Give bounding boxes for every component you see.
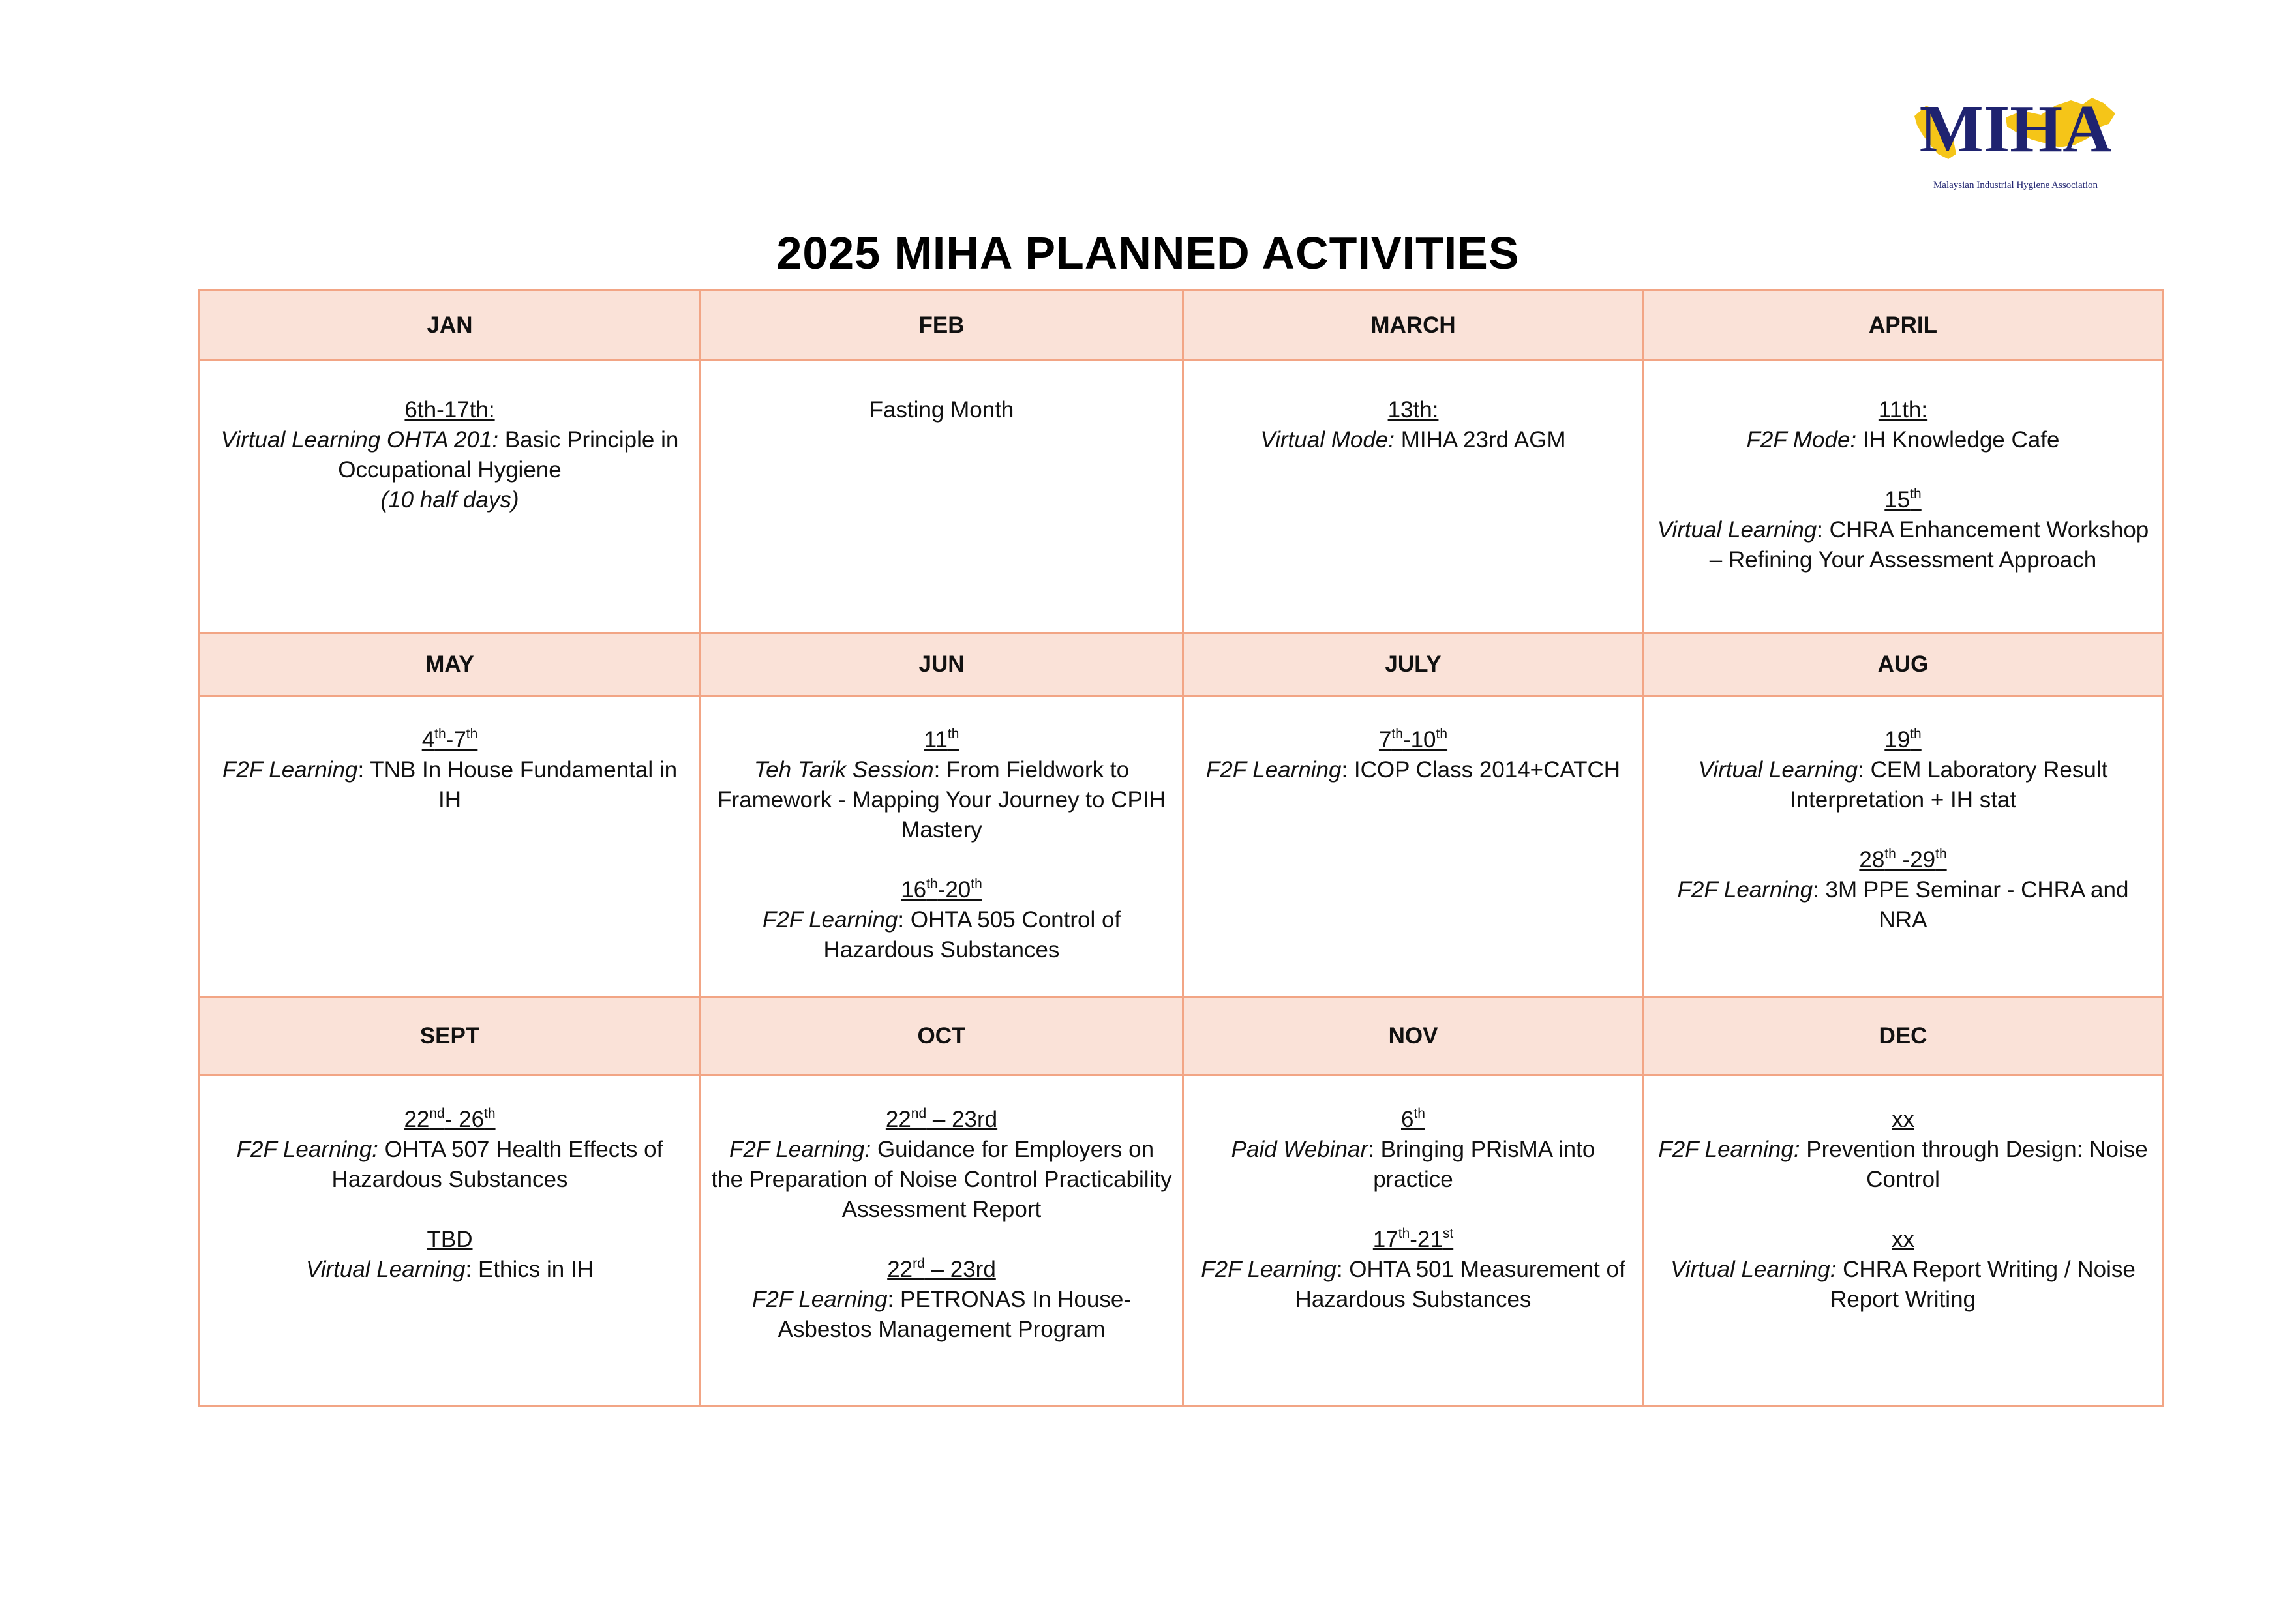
activity-title: OHTA 507 Health Effects of Hazardous Substances <box>331 1137 663 1192</box>
date-ordinal-suffix: th <box>434 727 446 742</box>
activity-entry <box>710 875 1173 965</box>
date-ordinal-suffix: nd <box>911 1106 927 1121</box>
activity-title: : ICOP Class 2014+CATCH <box>1341 757 1621 783</box>
date-text: -7 <box>446 727 466 753</box>
date-text: 16 <box>901 877 927 903</box>
activity-title: : PETRONAS In House- Asbestos Management Program <box>778 1287 1131 1342</box>
activity-title: : 3M PPE Seminar - CHRA and NRA <box>1813 877 2129 933</box>
activity-title: : CHRA Enhancement Workshop – Refining Your Assessment Approach <box>1709 517 2149 573</box>
month-header-row <box>200 997 2163 1075</box>
date-ordinal-suffix: th <box>1910 487 1922 502</box>
activity-entry <box>1654 1105 2152 1195</box>
date-ordinal-suffix: th <box>1436 727 1448 742</box>
activity-mode: F2F Mode: <box>1746 427 1857 453</box>
activity-mode: Virtual Learning <box>1698 757 1858 783</box>
date-text: 11 <box>924 727 948 753</box>
month-header-row <box>200 290 2163 361</box>
activity-mode: Virtual Mode: <box>1260 427 1395 453</box>
month-content-row <box>200 1075 2163 1407</box>
date-text: 22 <box>887 1257 913 1282</box>
activity-title: : OHTA 505 Control of Hazardous Substances <box>823 907 1121 963</box>
activity-date <box>1193 1105 1633 1135</box>
activity-date <box>209 395 690 425</box>
date-ordinal-suffix: th <box>971 876 982 891</box>
activity-title: : From Fieldwork to Framework - Mapping Your Journey to CPIH Mastery <box>718 757 1166 843</box>
date-text: – 23rd <box>926 1107 998 1132</box>
month-cell-jan <box>200 361 701 633</box>
activity-description <box>710 1135 1173 1225</box>
activity-entry <box>209 395 690 515</box>
activity-description <box>710 755 1173 845</box>
date-ordinal-suffix: rd <box>913 1256 925 1271</box>
date-text: -29 <box>1896 847 1936 873</box>
activity-date <box>710 725 1173 755</box>
date-ordinal-suffix: th <box>1935 846 1947 861</box>
date-text: 22 <box>404 1107 430 1132</box>
month-cell-march <box>1183 361 1644 633</box>
activity-mode: Virtual Learning <box>306 1257 466 1282</box>
date-ordinal-suffix: th <box>1398 1226 1410 1241</box>
date-text: -21 <box>1410 1227 1443 1252</box>
month-header-aug: AUG <box>1644 633 2163 696</box>
date-text: 7 <box>1378 727 1392 753</box>
activity-date <box>1654 1225 2152 1255</box>
date-text: 28 <box>1859 847 1885 873</box>
activity-entry <box>710 395 1173 425</box>
month-cell-sept <box>200 1075 701 1407</box>
date-ordinal-suffix: th <box>466 727 478 742</box>
date-ordinal-suffix: th <box>1413 1106 1425 1121</box>
activity-date <box>1654 395 2152 425</box>
date-ordinal-suffix: th <box>1910 727 1922 742</box>
date-ordinal-suffix: st <box>1442 1226 1454 1241</box>
month-cell-aug <box>1644 696 2163 997</box>
activity-description <box>209 1255 690 1285</box>
month-header-sept: SEPT <box>200 997 701 1075</box>
activity-mode: F2F Learning: <box>729 1137 871 1162</box>
activity-mode: Paid Webinar <box>1231 1137 1368 1162</box>
activity-description <box>1654 425 2152 455</box>
activity-description <box>710 1285 1173 1345</box>
date-text: xx <box>1892 1227 1914 1252</box>
activity-date <box>1654 485 2152 515</box>
activity-note: (10 half days) <box>380 487 519 513</box>
page-title: 2025 MIHA PLANNED ACTIVITIES <box>776 228 1520 278</box>
activity-description <box>1193 425 1633 455</box>
activity-mode: F2F Learning <box>1205 757 1342 783</box>
date-ordinal-suffix: th <box>947 727 959 742</box>
month-header-nov: NOV <box>1183 997 1644 1075</box>
activity-date <box>209 1225 690 1255</box>
month-header-may: MAY <box>200 633 701 696</box>
activity-mode: F2F Learning: <box>1658 1137 1800 1162</box>
activity-description <box>1654 1135 2152 1195</box>
activity-description <box>1654 1255 2152 1315</box>
month-header-row <box>200 633 2163 696</box>
month-header-feb: FEB <box>701 290 1183 361</box>
activity-date <box>1654 1105 2152 1135</box>
activity-date <box>209 725 690 755</box>
activity-description <box>209 755 690 815</box>
logo-wordmark: MIHA <box>1919 91 2112 166</box>
date-text: 13th: <box>1387 397 1439 423</box>
month-cell-july <box>1183 696 1644 997</box>
month-header-july: JULY <box>1183 633 1644 696</box>
activity-date <box>710 1255 1173 1285</box>
activity-date <box>710 1105 1173 1135</box>
activity-entry <box>1193 1225 1633 1315</box>
activity-title: Basic Principle in Occupational Hygiene <box>338 427 679 483</box>
activity-title: : Ethics in IH <box>465 1257 594 1282</box>
month-cell-dec <box>1644 1075 2163 1407</box>
activity-title: Prevention through Design: Noise Control <box>1800 1137 2148 1192</box>
logo-caption: Malaysian Industrial Hygiene Association <box>1933 180 2098 190</box>
activity-description <box>710 395 1173 425</box>
activity-entry <box>1654 485 2152 575</box>
activity-entry <box>209 725 690 815</box>
activity-title: : Bringing PRisMA into practice <box>1368 1137 1595 1192</box>
activity-mode: Teh Tarik Session <box>753 757 934 783</box>
activity-entry <box>1654 845 2152 935</box>
activity-mode: Virtual Learning: <box>1670 1257 1837 1282</box>
activity-mode: F2F Learning <box>222 757 358 783</box>
month-header-dec: DEC <box>1644 997 2163 1075</box>
activity-entry <box>1654 395 2152 455</box>
date-ordinal-suffix: th <box>926 876 938 891</box>
activity-title: MIHA 23rd AGM <box>1394 427 1566 453</box>
activity-date <box>1193 1225 1633 1255</box>
date-text: -10 <box>1402 727 1436 753</box>
activity-description <box>1654 755 2152 815</box>
date-ordinal-suffix: th <box>1884 846 1896 861</box>
activity-description <box>1193 1255 1633 1315</box>
activity-date <box>1654 845 2152 875</box>
activity-title: Guidance for Employers on the Preparation of Noise Control Practicability Assessment Report <box>711 1137 1172 1222</box>
activity-entry <box>710 1255 1173 1345</box>
activity-description <box>1654 515 2152 575</box>
activity-mode: F2F Learning: <box>236 1137 378 1162</box>
month-cell-feb <box>701 361 1183 633</box>
date-text: 4 <box>421 727 435 753</box>
activity-mode: F2F Learning <box>752 1287 888 1312</box>
month-cell-april <box>1644 361 2163 633</box>
activity-description <box>1193 755 1633 785</box>
activity-description <box>209 425 690 485</box>
activity-entry <box>1654 725 2152 815</box>
month-header-jun: JUN <box>701 633 1183 696</box>
month-cell-nov <box>1183 1075 1644 1407</box>
date-text: - 26 <box>444 1107 485 1132</box>
month-header-march: MARCH <box>1183 290 1644 361</box>
activities-table <box>198 289 2164 1407</box>
date-ordinal-suffix: th <box>1391 727 1403 742</box>
activity-entry <box>209 1225 690 1285</box>
date-text: 6 <box>1401 1107 1414 1132</box>
activity-date <box>209 1105 690 1135</box>
activity-title: CHRA Report Writing / Noise Report Writing <box>1830 1257 2136 1312</box>
activity-date <box>1193 395 1633 425</box>
activity-title: IH Knowledge Cafe <box>1856 427 2060 453</box>
activity-description <box>209 1135 690 1195</box>
activity-date <box>1193 725 1633 755</box>
activity-mode: Virtual Learning OHTA 201: <box>220 427 499 453</box>
activity-mode: F2F Learning <box>1201 1257 1337 1282</box>
date-text: 22 <box>885 1107 911 1132</box>
month-header-april: APRIL <box>1644 290 2163 361</box>
date-text: 15 <box>1884 487 1911 513</box>
activity-description <box>710 905 1173 965</box>
activity-mode: F2F Learning <box>762 907 898 933</box>
date-text: 6th-17th: <box>404 397 495 423</box>
date-text: 17 <box>1372 1227 1398 1252</box>
activity-mode: F2F Learning <box>1677 877 1813 903</box>
date-text: xx <box>1892 1107 1914 1132</box>
activity-date <box>1654 725 2152 755</box>
activity-entry <box>1193 395 1633 455</box>
activity-title: : CEM Laboratory Result Interpretation + IH stat <box>1789 757 2108 813</box>
month-content-row <box>200 361 2163 633</box>
date-text: 19 <box>1884 727 1911 753</box>
month-header-oct: OCT <box>701 997 1183 1075</box>
date-text: TBD <box>427 1227 473 1252</box>
activity-description <box>1654 875 2152 935</box>
activity-entry <box>710 725 1173 845</box>
month-cell-oct <box>701 1075 1183 1407</box>
activity-title: Fasting Month <box>869 397 1014 423</box>
date-text: -20 <box>937 877 971 903</box>
activity-entry <box>710 1105 1173 1225</box>
activity-title: : OHTA 501 Measurement of Hazardous Substances <box>1295 1257 1625 1312</box>
activity-entry <box>209 1105 690 1195</box>
date-text: 11th: <box>1878 397 1928 423</box>
malaysia-map-logo-graphic <box>1908 91 2123 176</box>
month-content-row <box>200 696 2163 997</box>
month-header-jan: JAN <box>200 290 701 361</box>
date-ordinal-suffix: th <box>484 1106 496 1121</box>
activity-description <box>1193 1135 1633 1195</box>
activity-date <box>710 875 1173 905</box>
miha-logo <box>1908 91 2123 196</box>
activity-mode: Virtual Learning <box>1657 517 1817 543</box>
activity-title: : TNB In House Fundamental in IH <box>357 757 678 813</box>
date-text: – 23rd <box>924 1257 996 1282</box>
date-ordinal-suffix: nd <box>429 1106 445 1121</box>
activity-entry <box>1193 725 1633 785</box>
activity-entry <box>1654 1225 2152 1315</box>
month-cell-jun <box>701 696 1183 997</box>
month-cell-may <box>200 696 701 997</box>
activity-entry <box>1193 1105 1633 1195</box>
